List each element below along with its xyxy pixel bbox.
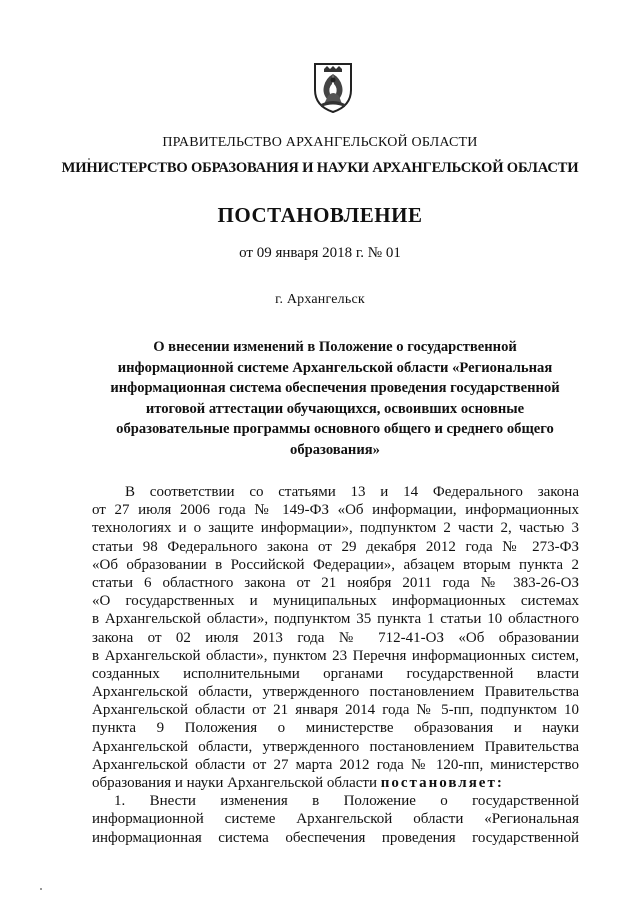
body-line: Архангельской области от 21 января 2014 года № 5-пп, подпунктом 10: [92, 702, 579, 719]
body-line: закона от 02 июля 2013 года № 712-41-ОЗ «Об образовании: [92, 629, 579, 646]
body-line: «Об образовании в Российской Федерации», абзацем вторым пункта 2: [92, 556, 579, 573]
body-line: статьи 6 областного закона от 21 ноября 2011 года № 383-26-ОЗ: [92, 574, 579, 591]
body-line: Архангельской области, утвержденного постановлением Правительства: [92, 738, 579, 755]
body-line: от 27 июля 2006 года № 149-ФЗ «Об информации, информационных: [92, 502, 579, 519]
document-date: от 09 января 2018 г. № 01: [239, 245, 401, 261]
item-1-line: 1. Внести изменения в Положение о государственной: [114, 793, 579, 810]
title-line: образовательные программы основного общего и среднего общего: [116, 421, 554, 437]
resolves-prefix: образования и науки Архангельской области: [92, 775, 381, 791]
body-line: в Архангельской области», пунктом 23 Перечня информационных систем,: [92, 647, 579, 664]
body-line: Архангельской области от 27 марта 2012 года № 120-пп, министерство: [92, 756, 579, 773]
body-line-resolves: [92, 774, 579, 792]
title-line: информационная система обеспечения проведения государственной: [110, 380, 560, 396]
document-body: [92, 483, 579, 847]
body-line: В соответствии со статьями 13 и 14 Федерального закона: [125, 484, 579, 500]
title-line: информационной системе Архангельской области «Региональная: [117, 359, 553, 376]
body-line: Архангельской области, утвержденного постановлением Правительства: [92, 684, 579, 701]
document-type: ПОСТАНОВЛЕНИЕ: [217, 203, 423, 227]
document-city: г. Архангельск: [275, 292, 365, 307]
body-line: технологиях и о защите информации», подпунктом 2 части 2, частью 3: [92, 520, 579, 537]
title-line: итоговой аттестации обучающихся, освоивших основные: [145, 400, 525, 417]
body-line: пункта 9 Положения о министерстве образования и науки: [92, 720, 579, 737]
body-line: в Архангельской области», подпунктом 35 пункта 1 статьи 10 областного: [92, 611, 579, 628]
coat-of-arms-icon: [312, 60, 354, 114]
resolves-keyword: постановляет:: [380, 775, 504, 791]
ministry-name: МИНИСТЕРСТВО ОБРАЗОВАНИЯ И НАУКИ АРХАНГЕЛЬСКОЙ ОБЛАСТИ: [61, 160, 579, 176]
title-line: О внесении изменений в Положение о государственной: [153, 339, 517, 355]
scan-speck: [88, 158, 90, 160]
title-line: образования»: [290, 441, 380, 458]
government-name: ПРАВИТЕЛЬСТВО АРХАНГЕЛЬСКОЙ ОБЛАСТИ: [162, 135, 478, 150]
item-1-line: информационная система обеспечения проведения государственной: [92, 829, 579, 846]
document-title: [105, 337, 565, 460]
body-line: созданных исполнительными органами государственной власти: [92, 665, 579, 682]
body-line: «О государственных и муниципальных информационных системах: [92, 593, 579, 610]
scan-speck: [40, 888, 42, 890]
body-line: статьи 98 Федерального закона от 29 декабря 2012 года № 273-ФЗ: [92, 538, 579, 555]
item-1-line: информационной системе Архангельской области «Региональная: [92, 811, 579, 828]
